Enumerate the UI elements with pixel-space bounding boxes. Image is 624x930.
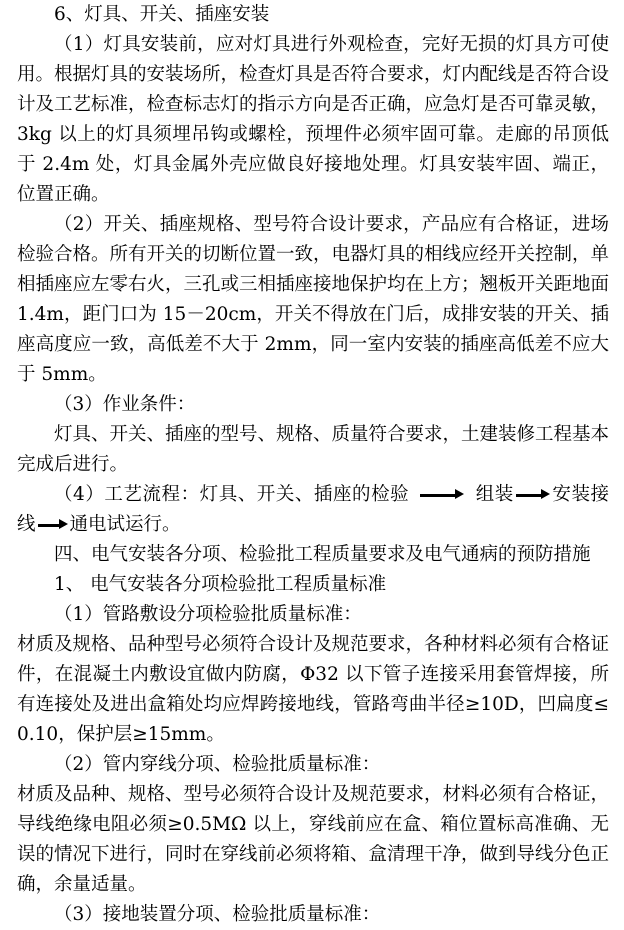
process-flow-step-1: 组装 [475,484,514,505]
right-arrow-icon [420,486,464,504]
paragraph-item-3-body [17,420,609,480]
paragraph-standard-3-title-text: （3）接地装置分项、检验批质量标准： [54,904,381,925]
subsection-heading-1-text: 1、 电气安装各分项检验批工程质量标准 [54,574,387,595]
paragraph-item-4-process-flow [17,480,609,540]
paragraph-item-3-body-text: 灯具、开关、插座的型号、规格、质量符合要求，土建装修工程基本完成后进行。 [17,424,610,475]
process-flow-step-2: 安装接线 [17,484,609,535]
paragraph-item-2 [17,210,609,390]
section-heading-four [17,540,609,570]
paragraph-item-3-title-text: （3）作业条件： [54,394,196,415]
paragraph-item-3-title [17,390,609,420]
paragraph-standard-1-body-text: 材质及规格、品种型号必须符合设计及规范要求，各种材料必须有合格证件，在混凝土内敷设宜做内防腐，Φ32 以下管子连接采用套管焊接，所有连接处及进出盒箱处均应焊跨接地线，管路弯曲半径≥10D，凹扁度≤0.10，保护层≥15mm。 [17,634,610,745]
paragraph-standard-2-title [17,750,609,780]
subsection-heading-1 [17,570,609,600]
paragraph-standard-2-title-text: （2）管内穿线分项、检验批质量标准： [54,754,381,775]
paragraph-item-1 [17,30,609,210]
paragraph-item-1-text: （1）灯具安装前，应对灯具进行外观检查，完好无损的灯具方可使用。根据灯具的安装场所，检查灯具是否符合要求，灯内配线是否符合设计及工艺标准，检查标志灯的指示方向是否正确，应急灯是否可靠灵敏，3kg 以上的灯具须埋吊钩或螺栓，预埋件必须牢固可靠。走廊的吊顶低于 2.4m 处，灯具金属外壳应做良好接地处理。灯具安装牢固、端正，位置正确。 [17,34,610,205]
paragraph-standard-1-title [17,600,609,630]
section-heading-6 [17,0,609,30]
document-text-body [17,0,609,930]
paragraph-standard-1-title-text: （1）管路敷设分项检验批质量标准： [54,604,362,625]
section-heading-6-text: 6、灯具、开关、插座安装 [54,4,270,25]
paragraph-standard-3-title [17,900,609,930]
paragraph-item-2-text: （2）开关、插座规格、型号符合设计要求，产品应有合格证，进场检验合格。所有开关的切断位置一致，电器灯具的相线应经开关控制，单相插座应左零右火，三孔或三相插座接地保护均在上方；翘板开关距地面 1.4m，距门口为 15－20cm，开关不得放在门后，成排安装的开关、插座高度应一致，高低差不大于 2mm，同一室内安装的插座高低差不应大于 5mm。 [17,214,610,385]
paragraph-standard-1-body [17,630,609,750]
process-flow-step-3: 通电试运行。 [69,514,181,535]
paragraph-standard-2-body [17,780,609,900]
section-heading-four-text: 四、电气安装各分项、检验批工程质量要求及电气通病的预防措施 [54,544,591,565]
right-arrow-icon [516,486,550,504]
paragraph-standard-2-body-text: 材质及品种、规格、型号必须符合设计及规范要求，材料必须有合格证，导线绝缘电阻必须≥0.5MΩ 以上，穿线前应在盒、箱位置标高准确、无误的情况下进行，同时在穿线前必须将箱、盒清理干净，做到导线分色正确，余量适量。 [17,784,610,895]
process-flow-prefix: （4）工艺流程：灯具、开关、插座的检验 [54,484,410,505]
right-arrow-icon [38,516,68,534]
